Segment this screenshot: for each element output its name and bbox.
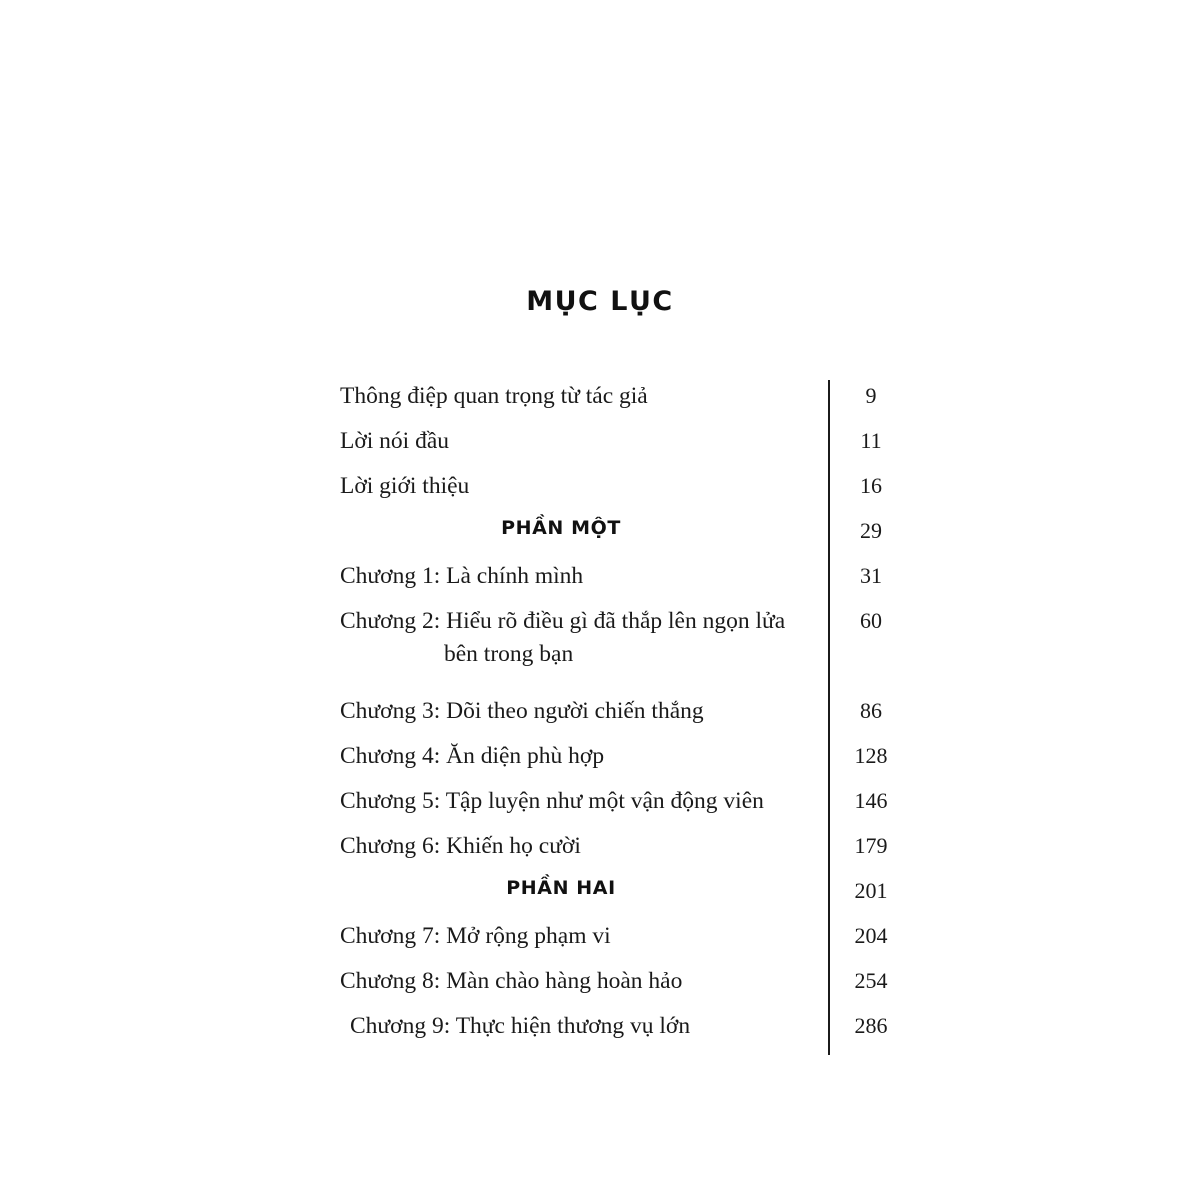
toc-row[interactable] <box>340 740 900 785</box>
toc-row[interactable] <box>340 560 900 605</box>
toc-row[interactable] <box>340 785 900 830</box>
toc-entry-page: 11 <box>860 428 882 453</box>
toc-entry-page: 146 <box>854 788 888 813</box>
toc-row[interactable] <box>340 425 900 470</box>
toc-row[interactable] <box>340 380 900 425</box>
toc-entry-label: Chương 4: Ăn diện phù hợp <box>340 743 605 769</box>
toc-row[interactable] <box>340 965 900 1010</box>
toc-entry-page: 204 <box>854 923 888 948</box>
toc-entry-label: Chương 1: Là chính mình <box>340 563 584 589</box>
toc-part-row[interactable] <box>340 515 900 560</box>
toc-part-row[interactable] <box>340 875 900 920</box>
toc-list <box>340 380 900 1055</box>
toc-entry-label: Chương 9: Thực hiện thương vụ lớn <box>350 1013 691 1039</box>
toc-row[interactable] <box>340 695 900 740</box>
toc-row[interactable] <box>340 470 900 515</box>
toc-row[interactable] <box>340 920 900 965</box>
toc-rows <box>340 380 900 1055</box>
toc-part-page: 201 <box>854 878 888 903</box>
toc-entry-label-line2: bên trong bạn <box>444 641 574 668</box>
toc-entry-label: Lời giới thiệu <box>340 473 470 499</box>
toc-entry-page: 16 <box>860 473 882 498</box>
toc-entry-page: 286 <box>854 1013 888 1038</box>
toc-entry-label-line1: Chương 2: Hiểu rõ điều gì đã thắp lên ngọn lửa <box>340 608 786 634</box>
toc-entry-label: Chương 3: Dõi theo người chiến thắng <box>340 698 704 724</box>
toc-entry-label: Chương 7: Mở rộng phạm vi <box>340 923 611 949</box>
toc-entry-label: Chương 6: Khiến họ cười <box>340 833 581 859</box>
toc-part-label: PHẦN HAI <box>506 877 616 899</box>
toc-entry-label-multiline <box>340 605 828 672</box>
toc-entry-page: 31 <box>860 563 882 588</box>
toc-row[interactable] <box>340 605 900 695</box>
toc-divider-rule <box>828 380 830 1055</box>
page-title: MỤC LỤC <box>526 286 674 317</box>
toc-entry-page: 86 <box>860 698 882 723</box>
toc-entry-label: Lời nói đầu <box>340 428 450 454</box>
toc-part-page: 29 <box>860 518 882 543</box>
toc-row[interactable] <box>340 1010 900 1055</box>
toc-entry-page: 60 <box>860 608 882 633</box>
toc-entry-page: 9 <box>865 383 877 408</box>
toc-entry-page: 128 <box>854 743 888 768</box>
toc-entry-label: Thông điệp quan trọng từ tác giả <box>340 383 648 409</box>
toc-entry-page: 179 <box>854 833 888 858</box>
toc-entry-label: Chương 5: Tập luyện như một vận động viên <box>340 788 764 814</box>
toc-row[interactable] <box>340 830 900 875</box>
toc-part-label: PHẦN MỘT <box>501 517 621 539</box>
toc-entry-page: 254 <box>854 968 888 993</box>
toc-entry-label: Chương 8: Màn chào hàng hoàn hảo <box>340 968 683 994</box>
